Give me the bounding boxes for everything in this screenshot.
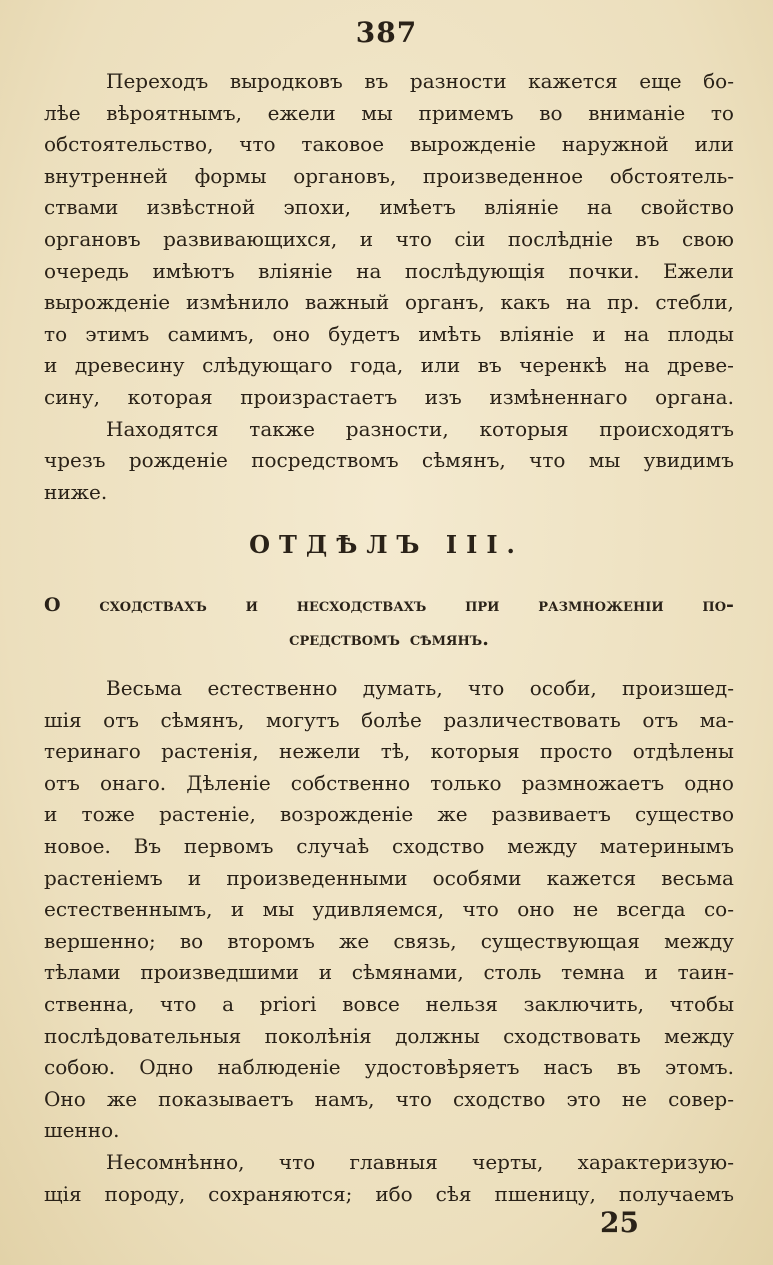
word: материнымъ — [599, 833, 734, 858]
word: ствами — [44, 195, 119, 220]
word: отъ — [44, 770, 80, 795]
paragraph-3-line-11 — [44, 989, 734, 1021]
word: извѣстной — [146, 195, 256, 220]
word: таковое — [301, 132, 385, 157]
word: породу, — [104, 1181, 186, 1206]
word: сѣмянъ, — [160, 707, 245, 732]
word: и — [230, 897, 245, 922]
word: же — [338, 928, 370, 953]
word: же — [437, 802, 468, 827]
word: главныя — [349, 1149, 438, 1174]
word: произведшими — [140, 960, 299, 985]
word: О — [44, 594, 61, 616]
word: во — [179, 928, 204, 953]
paragraph-3-line-10 — [44, 957, 734, 989]
word: въ — [635, 226, 660, 251]
word: характеризую- — [577, 1149, 734, 1174]
word: этомъ. — [665, 1055, 734, 1080]
word: случаѣ — [296, 833, 370, 858]
word: нельзя — [425, 991, 498, 1016]
paragraph-1-line-10 — [44, 350, 734, 382]
word: щія — [44, 1181, 82, 1206]
word: которая — [127, 384, 213, 409]
word: что — [468, 676, 505, 700]
word: что — [160, 991, 197, 1016]
word: ма- — [699, 707, 734, 732]
word: древесину — [74, 353, 185, 378]
word: Весьма — [106, 676, 183, 700]
word: кажется — [528, 69, 618, 93]
word: ственна, — [44, 991, 135, 1016]
word: выродковъ — [229, 69, 343, 93]
word: пшеницу, — [494, 1181, 596, 1206]
word: органовъ, — [293, 163, 397, 188]
word: вырожденіе — [44, 290, 171, 315]
word: наружной — [561, 132, 669, 157]
word: а — [222, 991, 235, 1016]
paragraph-3-line-8 — [44, 894, 734, 926]
paragraph-3-line-12 — [44, 1021, 734, 1053]
word: послѣдніе — [507, 226, 614, 251]
word: со- — [703, 897, 734, 922]
word: вліяніе — [499, 321, 575, 346]
word: произведенное — [422, 163, 584, 188]
word: этимъ — [85, 321, 150, 346]
word: сходствовать — [503, 1023, 641, 1048]
word: и — [644, 960, 658, 985]
word: на — [565, 290, 592, 315]
word: существо — [635, 802, 734, 827]
word: въ — [477, 353, 502, 378]
subheading-line-2 — [44, 622, 734, 656]
word: средствомъ — [289, 628, 400, 650]
word: это — [566, 1086, 601, 1111]
word: оно — [517, 897, 555, 922]
word: сѣмянами, — [351, 960, 464, 985]
word: и — [44, 353, 58, 378]
paragraph-3-line-13 — [44, 1052, 734, 1084]
word: произшед- — [622, 676, 734, 700]
word: тоже — [81, 802, 135, 827]
word: ежели — [267, 100, 336, 125]
word: насъ — [543, 1055, 593, 1080]
word: органа. — [655, 384, 734, 409]
word: собою. — [44, 1055, 116, 1080]
word: самимъ, — [167, 321, 255, 346]
word: измѣнило — [185, 290, 290, 315]
word: внутренней — [44, 163, 168, 188]
word: свою — [682, 226, 734, 251]
word: вліяніе — [484, 195, 559, 220]
word: происходятъ — [599, 416, 734, 441]
body-text-top — [44, 66, 734, 508]
word: почки. — [568, 258, 640, 283]
word: сѣмянъ. — [409, 628, 489, 650]
word: между — [664, 928, 734, 953]
paragraph-3-line-4 — [44, 768, 734, 800]
word: разности, — [345, 416, 449, 441]
word: теринаго — [44, 739, 141, 764]
paragraph-3-line-2 — [44, 705, 734, 737]
word: произведенными — [226, 865, 408, 890]
paragraph-3-line-14 — [44, 1084, 734, 1116]
word: естественнымъ, — [44, 897, 213, 922]
word: на — [356, 258, 382, 283]
word: важный — [305, 290, 390, 315]
word: ниже. — [44, 479, 108, 504]
word: рожденіе — [128, 448, 228, 473]
word: намъ, — [314, 1086, 375, 1111]
word: отъ — [642, 707, 679, 732]
word: мы — [262, 897, 295, 922]
word: совер- — [668, 1086, 734, 1111]
word: Въ — [133, 833, 162, 858]
word: какъ — [500, 290, 551, 315]
word: Дѣленіе — [186, 770, 271, 795]
word: получаемъ — [618, 1181, 734, 1206]
paragraph-3-line-15 — [44, 1115, 734, 1147]
word: отдѣлены — [632, 739, 734, 764]
word: показываетъ — [158, 1086, 294, 1111]
word: произрастаетъ — [240, 384, 398, 409]
word: должны — [395, 1023, 480, 1048]
word: свойство — [640, 195, 734, 220]
word: столь — [483, 960, 542, 985]
paragraph-1-line-3 — [44, 129, 734, 161]
word: всегда — [616, 897, 686, 922]
word: шенно. — [44, 1118, 120, 1143]
word: будетъ — [328, 321, 401, 346]
word: удивляемся, — [312, 897, 445, 922]
word: же — [106, 1086, 138, 1111]
word: растеніемъ — [44, 865, 163, 890]
word: или — [420, 353, 461, 378]
word: лѣе — [44, 100, 81, 125]
word: нежели — [279, 739, 361, 764]
word: ибо — [375, 1181, 413, 1206]
word: имѣютъ — [152, 258, 235, 283]
signature-mark: 25 — [600, 1206, 639, 1239]
word: послѣдующія — [404, 258, 546, 283]
word: черенкѣ — [519, 353, 607, 378]
word: отъ — [103, 707, 139, 732]
paragraph-3-line-5 — [44, 799, 734, 831]
word: размножаетъ — [521, 770, 665, 795]
word: и — [359, 226, 374, 251]
word: то — [44, 321, 68, 346]
word: обстоятель- — [609, 163, 734, 188]
word: тѣ, — [380, 739, 411, 764]
word: стебли, — [655, 290, 734, 315]
word: Несомнѣнно, — [106, 1149, 245, 1174]
word: различествовать — [443, 707, 621, 732]
section-subheading — [44, 588, 734, 656]
word: первомъ — [183, 833, 274, 858]
word: существующая — [480, 928, 640, 953]
word: изъ — [424, 384, 462, 409]
word: болѣе — [361, 707, 422, 732]
word: удостовѣряетъ — [364, 1055, 520, 1080]
word: вѣроятнымъ, — [106, 100, 242, 125]
paragraph-1-line-6 — [44, 224, 734, 256]
paragraph-1-line-9 — [44, 319, 734, 351]
word: на — [624, 321, 650, 346]
paragraph-3-line-3 — [44, 736, 734, 768]
word: вершенно; — [44, 928, 156, 953]
word: и — [187, 865, 202, 890]
word: несходствахъ — [296, 594, 427, 616]
word: или — [694, 132, 734, 157]
word: онаго. — [99, 770, 167, 795]
word: посредствомъ — [251, 448, 399, 473]
word: на — [624, 353, 650, 378]
word: что — [239, 132, 276, 157]
word: могутъ — [265, 707, 340, 732]
word: по- — [702, 594, 734, 616]
word: увидимъ — [643, 448, 734, 473]
word: въ — [364, 69, 389, 93]
word: примемъ — [418, 100, 514, 125]
word: мы — [361, 100, 393, 125]
paragraph-1-line-7 — [44, 256, 734, 288]
paragraph-1-line-8 — [44, 287, 734, 319]
word: Одно — [139, 1055, 194, 1080]
word: особями — [432, 865, 522, 890]
word: сѣя — [435, 1181, 472, 1206]
word: мы — [588, 448, 621, 473]
word: таин- — [677, 960, 734, 985]
word: сходствахъ — [99, 594, 207, 616]
word: вовсе — [342, 991, 400, 1016]
word: бо- — [703, 69, 734, 93]
word: между — [507, 833, 578, 858]
word: второмъ — [227, 928, 315, 953]
word: на — [587, 195, 613, 220]
word: собственно — [290, 770, 411, 795]
word: растенія, — [161, 739, 259, 764]
paragraph-1-line-1 — [44, 66, 734, 98]
word: Переходъ — [106, 69, 209, 93]
word: наблюденіе — [217, 1055, 341, 1080]
word: что — [395, 226, 432, 251]
word: естественно — [207, 676, 338, 700]
word: Находятся — [106, 416, 219, 441]
word: чтобы — [669, 991, 734, 1016]
page-number: 387 — [355, 16, 418, 49]
word: размноженіи — [538, 594, 664, 616]
word: органовъ — [44, 226, 141, 251]
word: думать, — [362, 676, 443, 700]
word: измѣненнаго — [489, 384, 628, 409]
paragraph-1-line-5 — [44, 192, 734, 224]
paragraph-1-line-4 — [44, 161, 734, 193]
word: Оно — [44, 1086, 86, 1111]
paragraph-3-line-1 — [44, 673, 734, 705]
word: темна — [561, 960, 625, 985]
word: одно — [684, 770, 734, 795]
subheading-line-1 — [44, 588, 734, 622]
word: формы — [194, 163, 267, 188]
word: заключить, — [523, 991, 644, 1016]
word: кажется — [546, 865, 637, 890]
word: и — [592, 321, 606, 346]
word: развиваетъ — [491, 802, 611, 827]
word: пр. — [607, 290, 640, 315]
word: имѣть — [418, 321, 482, 346]
word: priori — [259, 991, 317, 1016]
word: древе- — [667, 353, 734, 378]
word: не — [573, 897, 599, 922]
word: еще — [639, 69, 682, 93]
paragraph-2-line-3 — [44, 477, 734, 509]
word: то — [710, 100, 734, 125]
word: не — [621, 1086, 648, 1111]
word: сохраняются; — [208, 1181, 353, 1206]
word: и — [318, 960, 333, 985]
word: развивающихся, — [163, 226, 338, 251]
word: просто — [539, 739, 613, 764]
word: растеніе, — [159, 802, 256, 827]
section-heading: ОТДѢЛЪ III. — [249, 530, 524, 559]
paragraph-3-line-6 — [44, 831, 734, 863]
word: сіи — [454, 226, 486, 251]
word: которыя — [479, 416, 569, 441]
word: при — [465, 594, 500, 616]
word: слѣдующаго — [202, 353, 333, 378]
paragraph-2-line-2 — [44, 445, 734, 477]
body-text-bottom — [44, 673, 734, 1210]
paragraph-4-line-1 — [44, 1147, 734, 1179]
word: сину, — [44, 384, 100, 409]
word: года, — [350, 353, 404, 378]
word: только — [430, 770, 502, 795]
word: что — [395, 1086, 432, 1111]
word: связь, — [393, 928, 457, 953]
word: вырожденіе — [409, 132, 537, 157]
word: обстоятельство, — [44, 132, 214, 157]
word: чрезъ — [44, 448, 106, 473]
word: вліяніе — [258, 258, 333, 283]
word: и — [44, 802, 58, 827]
word: новое. — [44, 833, 111, 858]
word: что — [529, 448, 566, 473]
word: Ежели — [663, 258, 734, 283]
word: возрожденіе — [280, 802, 414, 827]
word: сходство — [453, 1086, 546, 1111]
word: разности — [409, 69, 507, 93]
word: поколѣнія — [264, 1023, 372, 1048]
word: сѣмянъ, — [421, 448, 506, 473]
paragraph-1-line-2 — [44, 98, 734, 130]
word: сходство — [392, 833, 485, 858]
word: особи, — [529, 676, 597, 700]
word: послѣдовательныя — [44, 1023, 242, 1048]
word: также — [249, 416, 315, 441]
word: что — [462, 897, 499, 922]
word: во — [539, 100, 563, 125]
word: имѣетъ — [379, 195, 456, 220]
word: вниманіе — [588, 100, 686, 125]
paragraph-3-line-7 — [44, 863, 734, 895]
word: черты, — [472, 1149, 544, 1174]
word: эпохи, — [283, 195, 352, 220]
word: тѣлами — [44, 960, 121, 985]
paragraph-1-line-11 — [44, 382, 734, 414]
word: которыя — [430, 739, 520, 764]
word: оно — [272, 321, 310, 346]
word: что — [278, 1149, 316, 1174]
word: въ — [616, 1055, 641, 1080]
word: органъ, — [405, 290, 485, 315]
paragraph-3-line-9 — [44, 926, 734, 958]
word: весьма — [661, 865, 734, 890]
word: плоды — [667, 321, 734, 346]
word: и — [245, 594, 258, 616]
word: между — [664, 1023, 734, 1048]
paragraph-2-line-1 — [44, 414, 734, 446]
word: очередь — [44, 258, 129, 283]
word: шія — [44, 707, 82, 732]
